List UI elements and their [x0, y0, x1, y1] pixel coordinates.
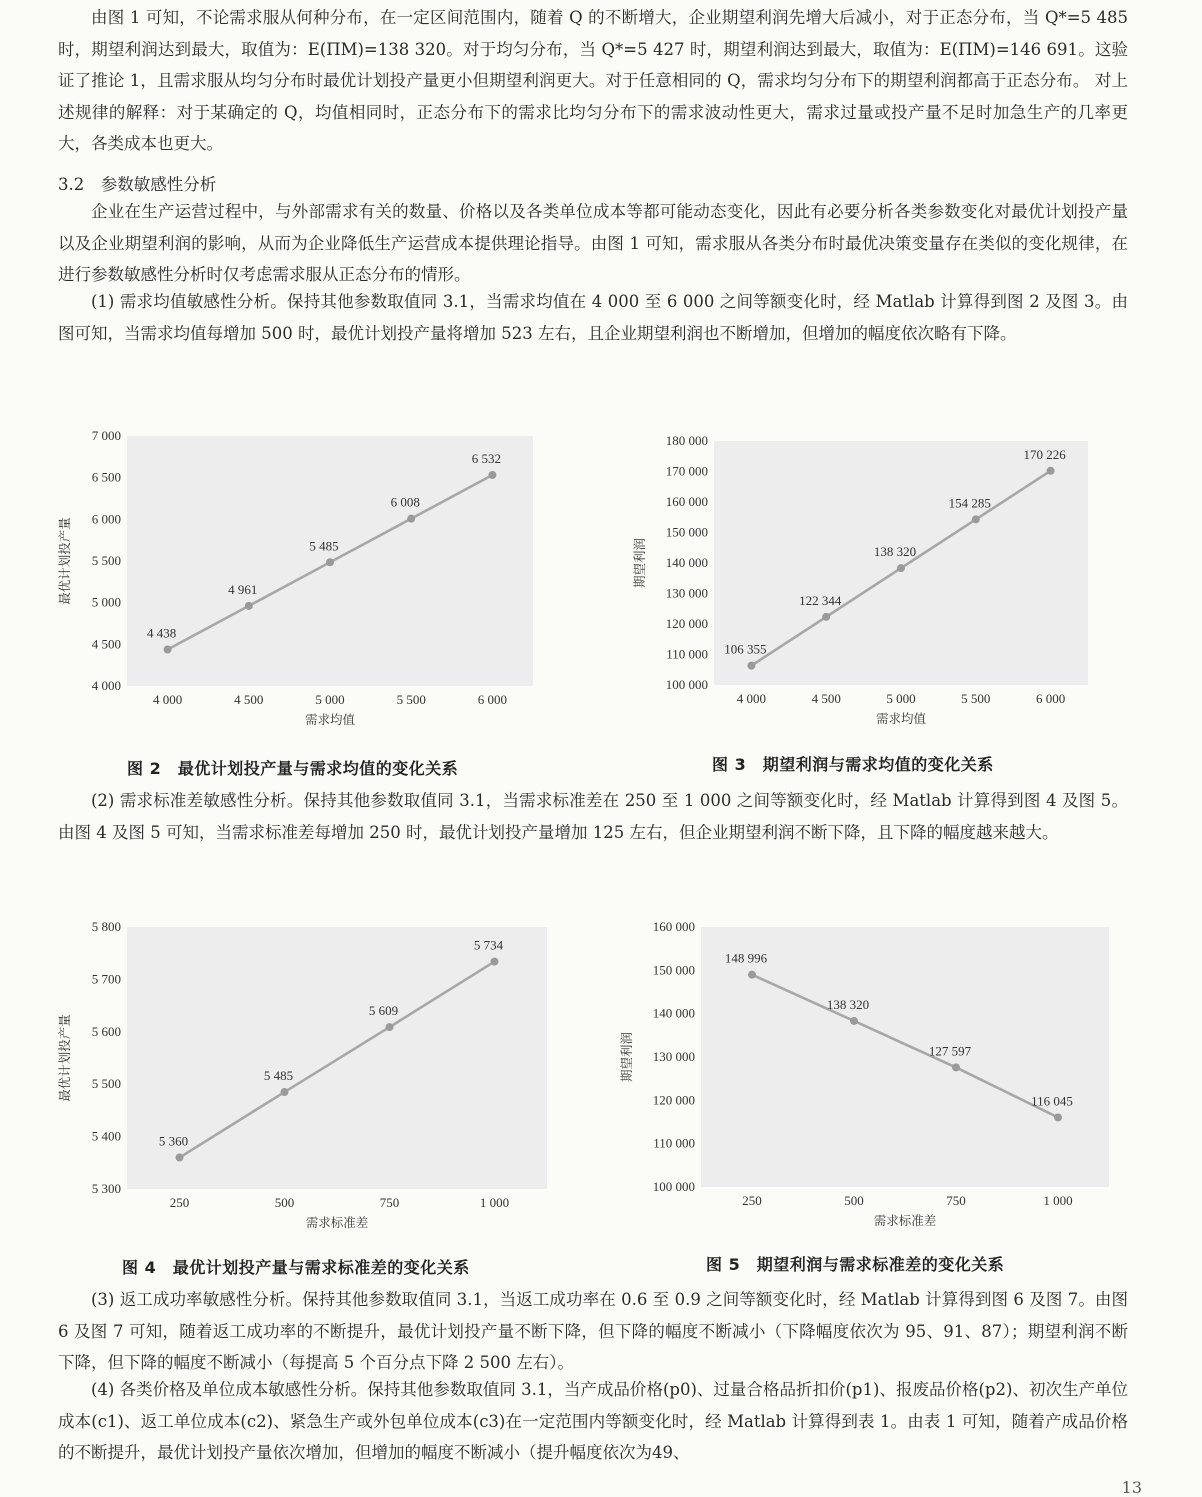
figure-5-caption: 图 5 期望利润与需求标准差的变化关系	[706, 1255, 1005, 1274]
data-point	[1047, 467, 1055, 475]
figure-2-svg	[55, 420, 555, 740]
figure-3-svg	[630, 425, 1110, 740]
y-tick-label: 6 000	[91, 511, 121, 527]
figure-3-caption: 图 3 期望利润与需求均值的变化关系	[712, 755, 994, 774]
data-label: 4 961	[228, 581, 258, 597]
y-tick-label: 4 000	[91, 678, 121, 693]
data-point	[897, 564, 905, 572]
data-point	[1054, 1113, 1062, 1121]
data-point	[164, 646, 172, 654]
data-point	[407, 515, 415, 523]
x-tick-label: 5 500	[961, 691, 991, 706]
x-tick-label: 5 000	[886, 691, 916, 706]
x-tick-label: 6 000	[1035, 691, 1066, 706]
plot-area	[714, 441, 1088, 685]
data-point	[488, 471, 496, 479]
y-tick-label: 130 000	[665, 585, 708, 601]
data-label: 5 485	[263, 1068, 294, 1084]
data-point	[952, 1063, 960, 1071]
figure-4-svg	[57, 915, 555, 1235]
y-tick-label: 160 000	[665, 494, 708, 509]
paragraph-6: (4) 各类价格及单位成本敏感性分析。保持其他参数取值同 3.1，当产成品价格(p0)、过量合格品折扣价(p1)、报废品价格(p2)、初次生产单位成本(c1)、返工单位成本(c2)、紧急生产或外包单位成本(c3)在一定范围内等额变化时，经 Matlab 计算得到表 1。由表 1 可知，随着产成品价格的不断提升，最优计划投产量依次增加，但增加的幅度不断减小（提升幅度依次为49、	[58, 1380, 1128, 1462]
data-point	[386, 1023, 394, 1031]
paragraph-2: 企业在生产运营过程中，与外部需求有关的数量、价格以及各类单位成本等都可能动态变化，因此有必要分析各类参数变化对最优计划投产量以及企业期望利润的影响，从而为企业降低生产运营成本提供理论指导。由图 1 可知，需求服从各类分布时最优决策变量存在类似的变化规律，在进行参数敏感性分析时仅考虑需求服从正态分布的情形。	[58, 202, 1128, 284]
x-tick-label: 4 000	[736, 691, 767, 706]
figure-5-svg	[615, 915, 1115, 1235]
y-axis-label: 期望利润	[619, 1031, 634, 1083]
x-tick-label: 1 000	[1043, 1193, 1073, 1208]
y-tick-label: 130 000	[652, 1049, 695, 1064]
data-label: 6 008	[390, 494, 420, 510]
data-label: 138 320	[826, 996, 870, 1012]
section-heading: 3.2 参数敏感性分析	[58, 175, 217, 194]
data-label: 122 344	[799, 592, 842, 608]
data-label: 6 532	[471, 451, 502, 466]
data-point	[972, 515, 980, 523]
data-point	[245, 602, 253, 610]
y-tick-label: 4 500	[91, 636, 121, 652]
data-label: 5 609	[368, 1003, 399, 1019]
data-label: 5 360	[158, 1133, 189, 1149]
y-axis-label: 期望利润	[632, 537, 647, 589]
y-tick-label: 5 600	[91, 1023, 121, 1039]
y-tick-label: 120 000	[652, 1092, 695, 1108]
x-tick-label: 500	[274, 1195, 295, 1210]
x-tick-label: 750	[946, 1193, 966, 1208]
y-tick-label: 5 400	[91, 1128, 121, 1144]
data-label: 138 320	[873, 544, 917, 560]
y-tick-label: 150 000	[652, 962, 695, 978]
y-tick-label: 150 000	[665, 524, 708, 540]
y-tick-label: 5 700	[91, 971, 121, 987]
y-tick-label: 7 000	[91, 428, 121, 443]
y-tick-label: 5 000	[91, 594, 121, 610]
data-label: 127 597	[928, 1043, 972, 1059]
y-tick-label: 5 500	[91, 553, 121, 568]
y-axis-label: 最优计划投产量	[57, 517, 72, 605]
data-point	[491, 958, 499, 966]
data-point	[326, 558, 334, 566]
paragraph-3: (1) 需求均值敏感性分析。保持其他参数取值同 3.1，当需求均值在 4 000 至 6 000 之间等额变化时，经 Matlab 计算得到图 2 及图 3。由图可知，当需求均值每增加 500 时，最优计划投产量将增加 523 左右，且企业期望利润也不断增加，但增加的幅度依次略有下降。	[58, 292, 1128, 343]
y-tick-label: 110 000	[666, 646, 708, 662]
y-tick-label: 180 000	[665, 433, 708, 448]
x-tick-label: 4 000	[152, 692, 183, 707]
x-axis-label: 需求均值	[304, 712, 356, 727]
page-number: 13	[1121, 1478, 1142, 1497]
y-tick-label: 120 000	[665, 616, 708, 631]
x-tick-label: 4 500	[234, 692, 264, 707]
data-label: 170 226	[1023, 446, 1066, 462]
figure-4-chart	[57, 915, 555, 1235]
x-tick-label: 500	[844, 1193, 864, 1208]
x-tick-label: 250	[742, 1193, 762, 1208]
data-label: 148 996	[724, 950, 768, 966]
y-tick-label: 100 000	[652, 1179, 695, 1194]
y-tick-label: 5 500	[91, 1076, 121, 1092]
y-tick-label: 170 000	[665, 463, 708, 479]
y-axis-label: 最优计划投产量	[57, 1014, 72, 1102]
figure-4-caption: 图 4 最优计划投产量与需求标准差的变化关系	[122, 1258, 470, 1277]
data-point	[748, 971, 756, 979]
data-point	[176, 1154, 184, 1162]
x-tick-label: 5 000	[315, 692, 345, 707]
y-tick-label: 160 000	[652, 919, 695, 934]
data-label: 116 045	[1031, 1093, 1073, 1109]
y-tick-label: 100 000	[665, 677, 708, 692]
figure-2-caption: 图 2 最优计划投产量与需求均值的变化关系	[127, 759, 459, 778]
data-point	[822, 613, 830, 621]
data-label: 5 734	[473, 937, 504, 953]
figure-2-chart	[55, 420, 555, 740]
x-tick-label: 1 000	[479, 1195, 510, 1210]
paragraph-5: (3) 返工成功率敏感性分析。保持其他参数取值同 3.1，当返工成功率在 0.6 至 0.9 之间等额变化时，经 Matlab 计算得到图 6 及图 7。由图 6 及图 7 可知，随着返工成功率的不断提升，最优计划投产量不断下降，但下降的幅度不断减小（下降幅度依次为 95、91、87）；期望利润不断下降，但下降的幅度不断减小（每提高 5 个百分点下降 2 500 左右）。	[58, 1290, 1128, 1372]
figure-3-chart	[630, 425, 1110, 740]
y-tick-label: 110 000	[653, 1135, 695, 1151]
y-tick-label: 5 800	[91, 919, 121, 934]
x-axis-label: 需求均值	[875, 711, 927, 726]
x-tick-label: 6 000	[477, 692, 508, 707]
data-point	[850, 1017, 858, 1025]
paragraph-4: (2) 需求标准差敏感性分析。保持其他参数取值同 3.1，当需求标准差在 250 至 1 000 之间等额变化时，经 Matlab 计算得到图 4 及图 5。由图 4 及图 5 可知，当需求标准差每增加 250 时，最优计划投产量增加 125 左右，但企业期望利润不断下降，且下降的幅度越来越大。	[58, 791, 1128, 842]
y-tick-label: 6 500	[91, 469, 121, 485]
paragraph-1: 由图 1 可知，不论需求服从何种分布，在一定区间范围内，随着 Q 的不断增大，企业期望利润先增大后减小，对于正态分布，当 Q*=5 485 时，期望利润达到最大，取值为：E(ΠM)=138 320。对于均匀分布，当 Q*=5 427 时，期望利润达到最大，取值为：E(ΠM)=146 691。这验证了推论 1，且需求服从均匀分布时最优计划投产量更小但期望利润更大。对于任意相同的 Q，需求均匀分布下的期望利润都高于正态分布。 对上述规律的解释：对于某确定的 Q，均值相同时，正态分布下的需求比均匀分布下的需求波动性更大，需求过量或投产量不足时加急生产的几率更大，各类成本也更大。	[58, 8, 1128, 153]
data-label: 154 285	[948, 495, 991, 511]
data-label: 4 438	[146, 625, 177, 641]
x-tick-label: 750	[379, 1195, 400, 1210]
figure-5-chart	[615, 915, 1115, 1235]
data-point	[281, 1088, 289, 1096]
y-tick-label: 5 300	[91, 1181, 121, 1196]
x-axis-label: 需求标准差	[873, 1213, 937, 1228]
plot-area	[701, 927, 1109, 1187]
data-label: 106 355	[724, 641, 767, 657]
x-tick-label: 5 500	[396, 692, 426, 707]
x-axis-label: 需求标准差	[305, 1215, 369, 1230]
data-point	[747, 662, 755, 670]
x-tick-label: 250	[169, 1195, 190, 1210]
data-label: 5 485	[309, 538, 339, 554]
x-tick-label: 4 500	[811, 691, 841, 706]
y-tick-label: 140 000	[652, 1005, 695, 1021]
y-tick-label: 140 000	[665, 555, 708, 570]
